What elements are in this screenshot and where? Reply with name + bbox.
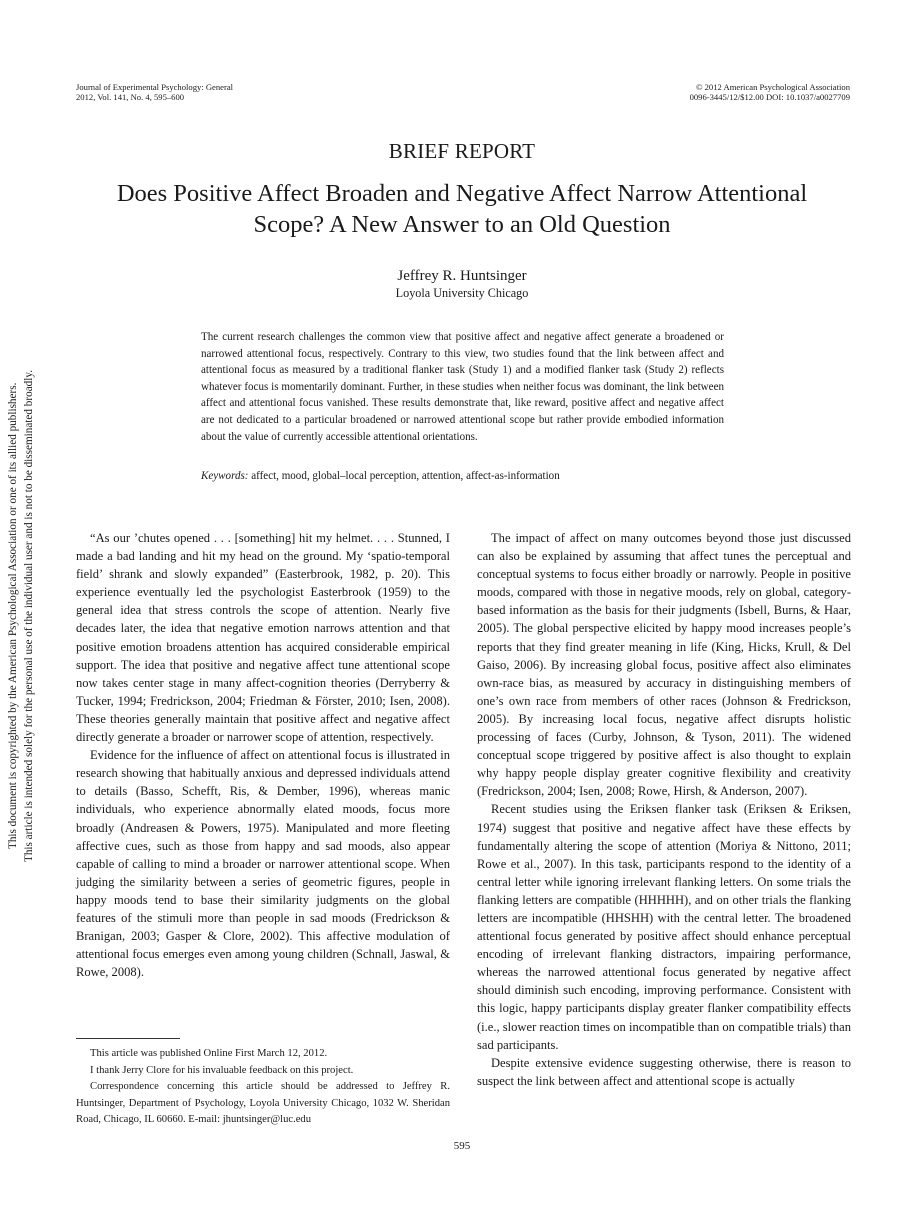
body-paragraph: Evidence for the influence of affect on attentional focus is illustrated in research showing that habitually anxious and depressed individuals attend to details (Basso, Schefft, Ris, & Dember, 1996), whereas manic individuals, who experience abnormally elated moods, focus more broadly (Andreasen & Powers, 1975). Manipulated and more fleeting affective cues, such as those from happy and sad moods, also appear capable of calling to mind a broader or narrower attentional scope. When judging the similarity between a series of geometric figures, people in happy moods tend to base their similarity judgments on the global features of the stimuli more than people in sad moods (Fredrickson & Branigan, 2003; Gasper & Clore, 2002). This affective modulation of attentional focus emerges even among young children (Schnall, Jaswal, & Rowe, 2008).: [76, 748, 450, 980]
doi-info: 0096-3445/12/$12.00 DOI: 10.1037/a0027709: [689, 92, 850, 102]
section-label: BRIEF REPORT: [388, 139, 536, 163]
side-copyright-notice: [2, 346, 42, 886]
keywords-label: Keywords:: [201, 470, 249, 482]
footnote-divider: [76, 1038, 180, 1039]
body-paragraph: Recent studies using the Eriksen flanker task (Eriksen & Eriksen, 1974) suggest that positive and negative affect have these effects by fundamentally altering the scope of attention (Moriya & Nittono, 2011; Rowe et al., 2007). In this task, participants respond to the identity of a central letter while ignoring irrelevant flanking letters. On some trials the flanking letters are compatible (HHHHH), and on other trials the flanking letters are incompatible (HHSHH) with the central letter. The broadened attentional focus generated by positive affect should enhance perceptual encoding of irrelevant flanking distractors, impairing performance, whereas the narrowed attentional focus generated by negative affect should diminish such encoding, improving performance. Consistent with this logic, happy participants display greater flanker compatibility effects (i.e., slower reaction times on incompatible than on compatible trials) than sad participants.: [477, 802, 851, 1052]
side-notice-line-2: This article is intended solely for the personal use of the individual user and is not to be disseminated broadly.: [23, 369, 35, 863]
abstract: The current research challenges the common view that positive affect and negative affect generate a broadened or narrowed attentional focus, respectively. Contrary to this view, two studies found that the link between affect and attentional focus as measured by a traditional flanker task (Study 1) and a modified flanker task (Study 2) reflects whatever focus is momentarily dominant. Further, in these studies when neither focus was dominant, the link between affect and attentional focus vanished. These results demonstrate that, like reward, positive affect and negative affect are not dedicated to a particular broadened or narrowed attentional scope but rather provide embodied information about the value of currently accessible attentional orientations.: [201, 331, 724, 443]
volume-info: 2012, Vol. 141, No. 4, 595–600: [76, 92, 185, 102]
journal-name: Journal of Experimental Psychology: General: [76, 82, 234, 92]
body-column-right: [477, 529, 851, 1090]
author-name: Jeffrey R. Huntsinger: [397, 268, 527, 284]
body-paragraph: Despite extensive evidence suggesting otherwise, there is reason to suspect the link between affect and attentional scope is actually: [477, 1055, 851, 1088]
journal-header: [76, 82, 233, 102]
keywords-text: affect, mood, global–local perception, attention, affect-as-information: [251, 470, 560, 482]
footnotes: [76, 1046, 450, 1129]
body-paragraph: “As our ’chutes opened . . . [something] hit my helmet. . . . Stunned, I made a bad landing and hit my head on the ground. My ‘spatio-temporal field’ shrank and slowly expanded” (Easterbrook, 1982, p. 20). This experience eventually led the psychologist Easterbrook (1959) to the general idea that stress controls the scope of attention. Nearly five decades later, the idea that negative emotion narrows attention and that positive emotion broadens attention has acquired considerable empirical support. The idea that positive and negative affect tune attentional scope now takes center stage in many affect-cognition theories (Derryberry & Tucker, 1994; Fredrickson, 2004; Friedman & Förster, 2010; Isen, 2008). These theories generally maintain that positive affect and negative affect directly generate a broader or narrower scope of attention, respectively.: [76, 531, 450, 745]
footnote-correspondence: Correspondence concerning this article should be addressed to Jeffrey R. Huntsinger, Department of Psychology, Loyola University Chicago, 1032 W. Sheridan Road, Chicago, IL 60660. E-mail: jhuntsinger@luc.edu: [76, 1081, 450, 1125]
body-column-left: [76, 529, 450, 981]
keywords: [201, 468, 724, 485]
page-number: 595: [453, 1140, 471, 1152]
body-paragraph: The impact of affect on many outcomes beyond those just discussed can also be explained by assuming that affect tunes the perceptual and conceptual systems to focus either broadly or narrowly. People in positive moods, compared with those in negative moods, rely on global, category-based information as the basis for their judgments (Isbell, Burns, & Haar, 2005). The global perspective elicited by happy mood increases people’s reports that they find greater meaning in life (King, Hicks, Krull, & Del Gaiso, 2006). By increasing global focus, positive affect also eliminates own-race bias, as measured by accuracy in distinguishing members of one’s own race from members of other races (Johnson & Fredrickson, 2005). By increasing local focus, negative affect disrupts holistic processing of faces (Curby, Johnson, & Tyson, 2011). The widened conceptual scope triggered by positive affect is also thought to explain why happy people display greater cognitive flexibility and creativity (Fredrickson, 2004; Isen, 2008; Rowe, Hirsh, & Anderson, 2007).: [477, 531, 851, 799]
footnote-thanks: I thank Jerry Clore for his invaluable feedback on this project.: [90, 1064, 354, 1076]
side-notice-line-1: This document is copyrighted by the American Psychological Association or one of its allied publishers.: [7, 382, 19, 850]
author-affiliation: Loyola University Chicago: [395, 286, 529, 300]
article-title: Does Positive Affect Broaden and Negative Affect Narrow Attentional Scope? A New Answer to an Old Question: [116, 180, 808, 238]
copyright-header: [690, 82, 850, 102]
copyright-notice: © 2012 American Psychological Association: [695, 82, 850, 92]
footnote-published: This article was published Online First March 12, 2012.: [90, 1048, 328, 1059]
